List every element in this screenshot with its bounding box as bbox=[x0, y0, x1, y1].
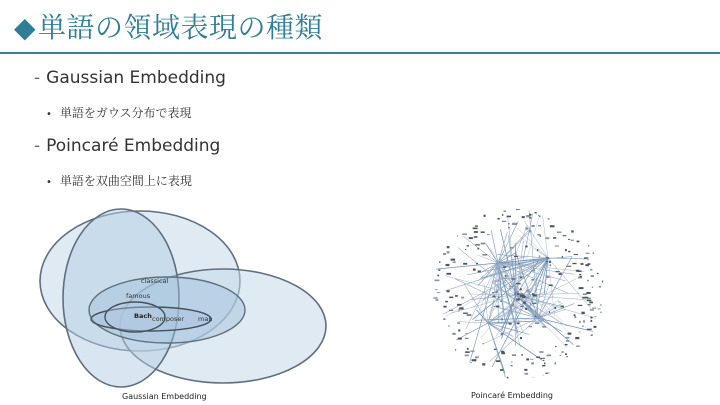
poincare-node bbox=[549, 285, 553, 286]
poincare-node bbox=[462, 234, 467, 235]
poincare-node bbox=[467, 314, 472, 315]
poincare-node bbox=[482, 254, 487, 255]
poincare-node bbox=[577, 241, 580, 243]
poincare-node bbox=[459, 307, 463, 309]
poincare-node bbox=[519, 293, 523, 295]
poincare-node bbox=[435, 289, 437, 290]
poincare-node bbox=[502, 318, 503, 320]
poincare-node bbox=[502, 214, 503, 216]
poincare-node bbox=[565, 249, 567, 251]
poincare-node bbox=[545, 237, 549, 239]
poincare-node bbox=[600, 304, 601, 306]
poincare-node bbox=[542, 326, 546, 328]
bullet-gaussian-label: Gaussian Embedding bbox=[46, 68, 226, 88]
poincare-node bbox=[487, 234, 490, 235]
bullet-poincare bbox=[34, 136, 220, 156]
poincare-node bbox=[478, 356, 479, 358]
poincare-node bbox=[536, 356, 540, 358]
poincare-node bbox=[590, 317, 592, 319]
poincare-node bbox=[559, 273, 562, 275]
word-classical: classical bbox=[141, 277, 169, 285]
poincare-node bbox=[463, 313, 468, 314]
poincare-node bbox=[501, 351, 504, 353]
poincare-node bbox=[583, 293, 587, 295]
poincare-node bbox=[580, 263, 583, 265]
poincare-node bbox=[496, 306, 500, 308]
dash-icon: - bbox=[34, 136, 41, 156]
poincare-node bbox=[537, 249, 538, 251]
poincare-node bbox=[458, 309, 459, 311]
poincare-node bbox=[594, 326, 597, 328]
poincare-node bbox=[458, 329, 460, 331]
poincare-node bbox=[503, 278, 507, 279]
poincare-node bbox=[443, 306, 446, 308]
poincare-node bbox=[446, 264, 449, 266]
poincare-node bbox=[507, 216, 512, 218]
poincare-node bbox=[549, 311, 550, 313]
poincare-node bbox=[589, 302, 593, 304]
poincare-node bbox=[511, 278, 515, 279]
poincare-node bbox=[494, 280, 499, 281]
poincare-node bbox=[531, 270, 535, 272]
poincare-node bbox=[568, 333, 572, 335]
poincare-node bbox=[592, 287, 593, 288]
poincare-embedding-figure bbox=[428, 203, 608, 383]
poincare-node bbox=[457, 304, 462, 306]
poincare-node bbox=[602, 280, 603, 282]
poincare-node bbox=[516, 291, 519, 293]
poincare-node bbox=[476, 263, 478, 264]
poincare-node bbox=[565, 337, 569, 339]
poincare-node bbox=[453, 262, 456, 263]
poincare-node bbox=[493, 295, 496, 297]
poincare-node bbox=[578, 270, 582, 272]
poincare-node bbox=[542, 365, 545, 366]
poincare-node bbox=[535, 322, 540, 324]
poincare-node bbox=[503, 266, 506, 268]
gaussian-embedding-figure bbox=[30, 195, 340, 390]
poincare-node bbox=[532, 293, 534, 295]
poincare-node bbox=[543, 265, 546, 266]
poincare-node bbox=[566, 356, 568, 357]
poincare-node bbox=[540, 358, 545, 359]
poincare-node bbox=[455, 295, 458, 297]
poincare-node bbox=[457, 235, 458, 236]
slide-title-text: 単語の領域表現の種類 bbox=[38, 11, 324, 44]
poincare-node bbox=[562, 351, 564, 352]
poincare-node bbox=[517, 323, 520, 325]
poincare-node bbox=[590, 320, 592, 322]
poincare-node bbox=[511, 361, 513, 362]
poincare-node bbox=[587, 263, 590, 265]
poincare-node bbox=[591, 335, 596, 336]
poincare-node bbox=[579, 321, 581, 323]
poincare-node bbox=[549, 261, 551, 263]
word-famous: famous bbox=[126, 292, 151, 300]
poincare-node bbox=[599, 286, 602, 287]
poincare-node bbox=[498, 296, 499, 298]
poincare-node bbox=[588, 304, 591, 305]
poincare-node bbox=[574, 316, 576, 318]
poincare-node bbox=[465, 249, 466, 250]
poincare-node bbox=[447, 290, 450, 292]
poincare-node bbox=[492, 292, 494, 293]
poincare-node bbox=[581, 312, 584, 314]
poincare-node bbox=[509, 288, 511, 290]
poincare-node bbox=[505, 275, 506, 277]
poincare-node bbox=[582, 326, 583, 327]
poincare-node bbox=[531, 225, 534, 226]
poincare-node bbox=[538, 225, 541, 226]
sub-bullet-gaussian bbox=[46, 104, 192, 121]
poincare-node bbox=[512, 285, 514, 286]
poincare-node bbox=[521, 354, 523, 356]
gaussian-caption: Gaussian Embedding bbox=[122, 392, 207, 401]
poincare-node bbox=[586, 253, 590, 254]
poincare-node bbox=[530, 303, 531, 305]
poincare-node bbox=[482, 363, 485, 365]
poincare-node bbox=[484, 215, 486, 217]
poincare-node bbox=[470, 350, 474, 351]
sub-bullet-poincare bbox=[46, 172, 192, 189]
poincare-node bbox=[475, 225, 478, 226]
word-man: man bbox=[198, 315, 213, 323]
poincare-node bbox=[433, 297, 438, 298]
poincare-node bbox=[550, 264, 551, 266]
poincare-node bbox=[511, 365, 513, 366]
poincare-node bbox=[568, 239, 570, 240]
poincare-node bbox=[478, 270, 481, 272]
poincare-node bbox=[520, 288, 522, 290]
dash-icon: - bbox=[34, 68, 41, 88]
poincare-node bbox=[470, 362, 471, 363]
poincare-node bbox=[481, 243, 486, 245]
poincare-node bbox=[504, 210, 506, 212]
poincare-node bbox=[445, 301, 448, 303]
poincare-node bbox=[562, 256, 563, 258]
poincare-node bbox=[590, 269, 592, 271]
poincare-node bbox=[461, 297, 464, 299]
dot-icon: • bbox=[46, 109, 52, 120]
poincare-node bbox=[467, 348, 469, 350]
poincare-node bbox=[483, 343, 484, 344]
poincare-node bbox=[525, 308, 527, 310]
poincare-node bbox=[512, 223, 517, 225]
poincare-node bbox=[597, 273, 599, 274]
poincare-node bbox=[520, 295, 525, 297]
poincare-node bbox=[508, 227, 509, 228]
poincare-node bbox=[520, 337, 522, 339]
poincare-node bbox=[513, 275, 514, 277]
poincare-node bbox=[556, 271, 560, 272]
poincare-node bbox=[502, 221, 507, 222]
poincare-node bbox=[516, 283, 521, 284]
poincare-node bbox=[561, 306, 564, 308]
poincare-node bbox=[463, 263, 467, 265]
poincare-node bbox=[439, 261, 440, 263]
poincare-node bbox=[449, 297, 453, 299]
poincare-node bbox=[500, 301, 501, 302]
poincare-node bbox=[572, 263, 576, 264]
poincare-node bbox=[514, 293, 515, 295]
poincare-node bbox=[539, 351, 543, 353]
poincare-node bbox=[584, 257, 588, 258]
poincare-node bbox=[458, 338, 462, 340]
poincare-node bbox=[500, 369, 503, 371]
poincare-node bbox=[565, 353, 567, 355]
poincare-node bbox=[516, 209, 520, 210]
poincare-node bbox=[544, 363, 545, 365]
poincare-node bbox=[512, 355, 516, 356]
poincare-node bbox=[474, 236, 478, 238]
poincare-node bbox=[600, 312, 603, 313]
poincare-node bbox=[509, 323, 512, 325]
poincare-caption: Poincaré Embedding bbox=[471, 391, 553, 400]
poincare-node bbox=[447, 251, 450, 253]
poincare-node bbox=[545, 373, 549, 374]
diamond-bullet-icon: ◆ bbox=[14, 11, 37, 44]
poincare-node bbox=[543, 360, 544, 361]
poincare-node bbox=[469, 237, 473, 239]
poincare-node bbox=[507, 377, 509, 379]
poincare-node bbox=[451, 259, 456, 261]
poincare-node bbox=[520, 277, 522, 279]
poincare-node bbox=[525, 246, 527, 248]
poincare-node bbox=[473, 228, 478, 230]
poincare-node bbox=[587, 280, 589, 281]
poincare-node bbox=[575, 337, 579, 339]
poincare-node bbox=[446, 273, 451, 275]
poincare-node bbox=[579, 331, 581, 332]
poincare-node bbox=[587, 329, 592, 330]
poincare-node bbox=[501, 333, 503, 334]
poincare-node bbox=[554, 307, 556, 309]
poincare-node bbox=[547, 354, 552, 356]
poincare-node bbox=[590, 309, 594, 310]
poincare-node bbox=[472, 359, 477, 361]
dot-icon: • bbox=[46, 177, 52, 188]
poincare-node bbox=[520, 306, 523, 307]
poincare-node bbox=[546, 276, 550, 278]
poincare-node bbox=[578, 305, 583, 306]
poincare-node bbox=[525, 297, 530, 298]
poincare-node bbox=[587, 259, 588, 260]
poincare-node bbox=[524, 369, 527, 371]
poincare-node bbox=[475, 244, 480, 245]
poincare-node bbox=[443, 318, 445, 319]
poincare-node bbox=[563, 235, 567, 236]
poincare-node bbox=[516, 298, 519, 300]
poincare-node bbox=[592, 308, 596, 309]
slide-title bbox=[14, 6, 323, 46]
poincare-node bbox=[579, 274, 581, 275]
sub-bullet-poincare-text: 単語を双曲空間上に表現 bbox=[59, 174, 192, 188]
poincare-node bbox=[435, 280, 440, 282]
poincare-node bbox=[532, 377, 535, 379]
poincare-node bbox=[579, 287, 584, 289]
poincare-node bbox=[452, 333, 456, 335]
poincare-node bbox=[555, 346, 557, 347]
poincare-node bbox=[535, 316, 537, 317]
word-bach: Bach bbox=[134, 312, 152, 320]
poincare-node bbox=[543, 375, 547, 377]
poincare-node bbox=[531, 362, 534, 364]
poincare-node bbox=[511, 304, 514, 306]
poincare-node bbox=[571, 230, 573, 232]
poincare-node bbox=[565, 344, 568, 346]
poincare-node bbox=[438, 269, 440, 271]
poincare-node bbox=[510, 247, 514, 249]
poincare-node bbox=[574, 314, 576, 316]
poincare-node bbox=[550, 225, 555, 227]
poincare-node bbox=[538, 215, 539, 216]
poincare-node bbox=[532, 303, 536, 304]
poincare-node bbox=[437, 275, 439, 277]
poincare-node bbox=[436, 299, 439, 301]
poincare-node bbox=[529, 214, 531, 216]
poincare-node bbox=[526, 358, 529, 360]
poincare-node bbox=[548, 219, 550, 220]
poincare-node bbox=[522, 276, 523, 277]
poincare-node bbox=[580, 276, 582, 277]
poincare-node bbox=[560, 355, 562, 356]
poincare-node bbox=[509, 286, 511, 288]
poincare-node bbox=[497, 218, 499, 220]
poincare-node bbox=[494, 349, 497, 350]
poincare-node bbox=[443, 253, 446, 255]
poincare-node bbox=[576, 346, 580, 347]
poincare-node bbox=[558, 302, 561, 303]
poincare-node bbox=[588, 245, 589, 246]
poincare-node bbox=[586, 292, 590, 294]
poincare-node bbox=[465, 338, 469, 339]
poincare-node bbox=[540, 235, 541, 237]
poincare-node bbox=[448, 325, 449, 326]
poincare-node bbox=[571, 240, 574, 241]
poincare-node bbox=[526, 290, 529, 292]
poincare-node bbox=[481, 231, 485, 233]
poincare-node bbox=[473, 269, 476, 271]
poincare-node bbox=[598, 308, 601, 309]
poincare-node bbox=[514, 256, 518, 257]
poincare-node bbox=[593, 253, 597, 254]
poincare-node bbox=[522, 216, 525, 218]
bullet-gaussian bbox=[34, 68, 226, 88]
poincare-node bbox=[449, 310, 453, 311]
poincare-node bbox=[557, 231, 562, 233]
word-composer: composer bbox=[152, 315, 185, 323]
poincare-node bbox=[587, 300, 592, 301]
poincare-node bbox=[496, 291, 498, 292]
poincare-node bbox=[594, 316, 596, 317]
poincare-node bbox=[566, 266, 571, 267]
poincare-node bbox=[465, 333, 468, 334]
poincare-node bbox=[465, 355, 469, 357]
poincare-node bbox=[591, 275, 594, 276]
poincare-node bbox=[496, 360, 500, 362]
poincare-node bbox=[546, 257, 549, 258]
sub-bullet-gaussian-text: 単語をガウス分布で表現 bbox=[59, 106, 192, 120]
poincare-node bbox=[457, 323, 460, 324]
poincare-node bbox=[539, 255, 541, 257]
poincare-node bbox=[529, 230, 532, 232]
poincare-node bbox=[477, 248, 479, 250]
poincare-node bbox=[566, 340, 569, 342]
poincare-node bbox=[508, 223, 510, 224]
poincare-node bbox=[553, 237, 556, 239]
poincare-node bbox=[474, 231, 478, 233]
poincare-node bbox=[518, 263, 519, 264]
poincare-node bbox=[535, 212, 537, 213]
bullet-poincare-label: Poincaré Embedding bbox=[46, 136, 221, 156]
poincare-node bbox=[525, 373, 529, 375]
poincare-node bbox=[574, 254, 578, 255]
poincare-node bbox=[529, 326, 532, 327]
poincare-node bbox=[555, 363, 556, 365]
poincare-node bbox=[525, 227, 528, 229]
poincare-node bbox=[455, 349, 456, 350]
poincare-node bbox=[523, 302, 526, 304]
poincare-node bbox=[531, 279, 533, 280]
poincare-node bbox=[583, 320, 585, 322]
poincare-node bbox=[555, 245, 559, 246]
poincare-node bbox=[465, 351, 470, 353]
poincare-node bbox=[475, 356, 478, 358]
poincare-node bbox=[546, 261, 548, 262]
poincare-node bbox=[529, 217, 531, 219]
poincare-node bbox=[437, 292, 441, 293]
poincare-node bbox=[568, 251, 570, 252]
poincare-node bbox=[585, 297, 589, 298]
poincare-node bbox=[447, 246, 450, 248]
poincare-node bbox=[467, 245, 469, 246]
title-bar bbox=[0, 0, 720, 54]
poincare-node bbox=[530, 359, 534, 360]
